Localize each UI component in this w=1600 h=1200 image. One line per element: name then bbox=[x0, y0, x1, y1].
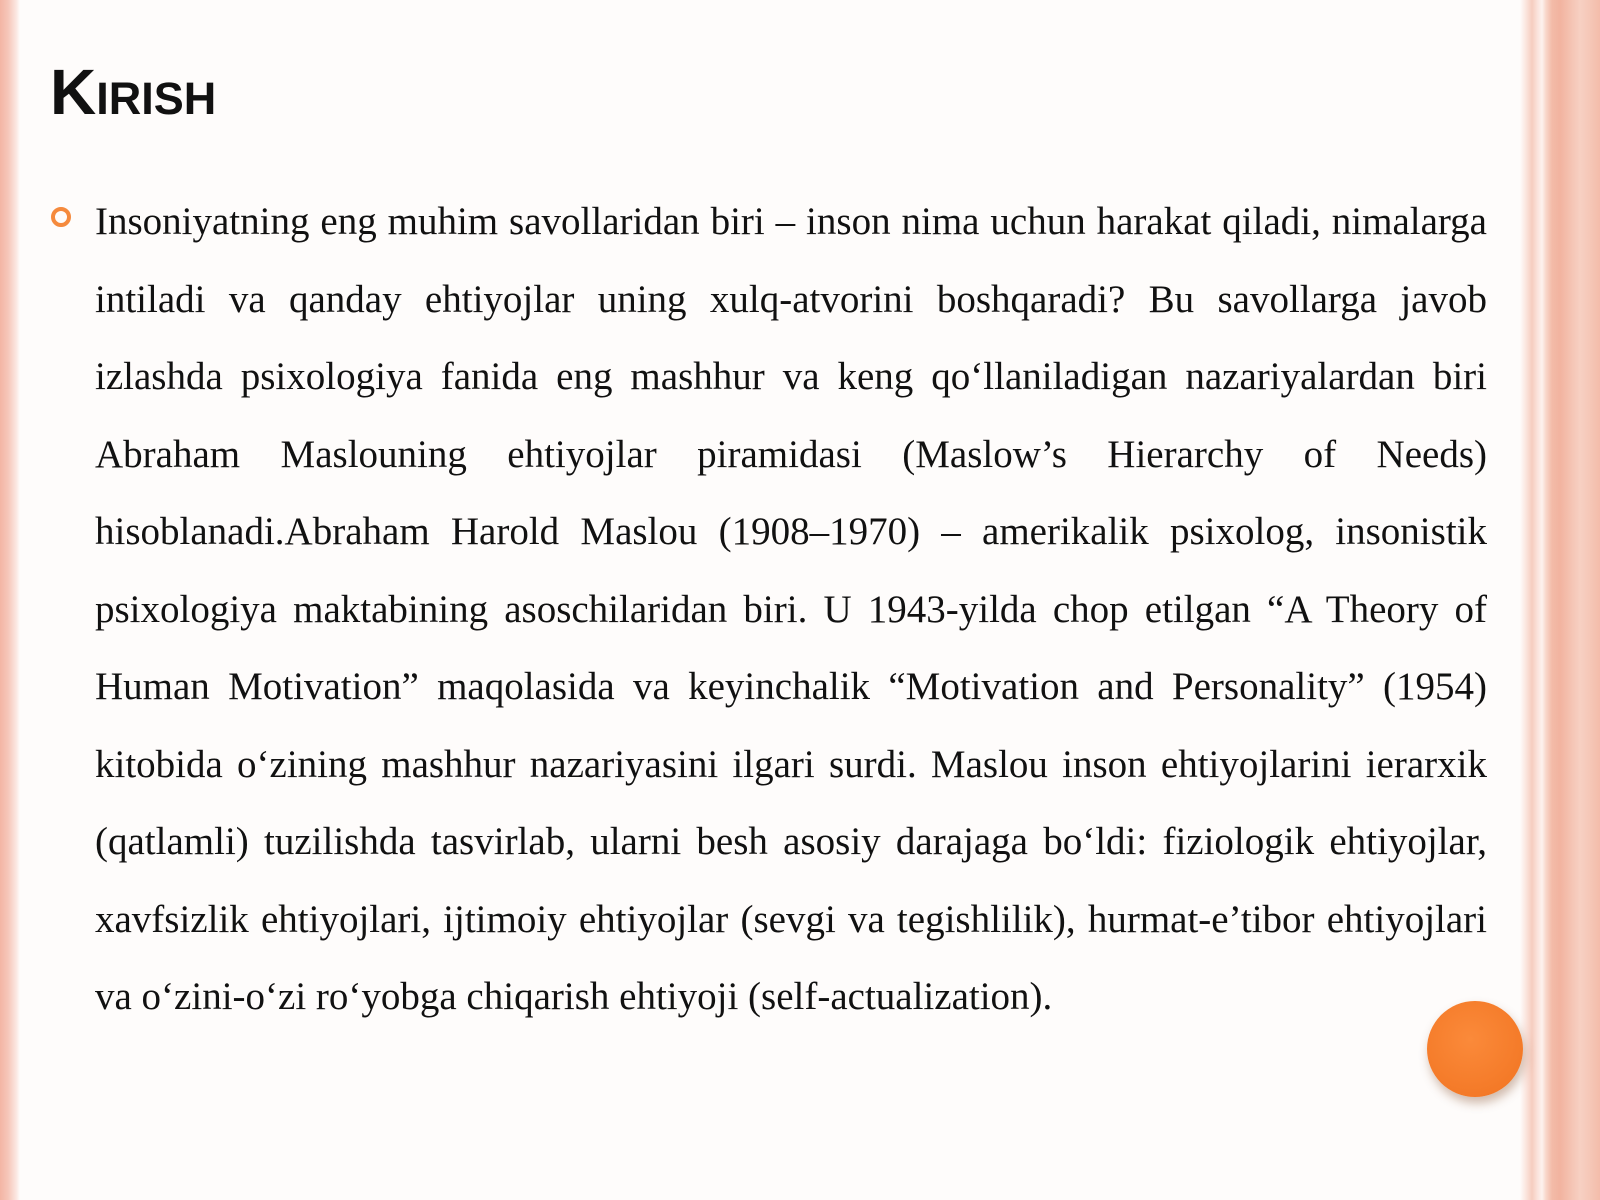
orange-circle-decoration bbox=[1427, 1001, 1523, 1097]
right-decorative-stripes bbox=[1520, 0, 1600, 1200]
slide-title: Kirish bbox=[50, 56, 217, 128]
left-decorative-stripe bbox=[0, 0, 20, 1200]
ring-bullet-icon bbox=[51, 207, 71, 227]
slide-body-paragraph: Insoniyatning eng muhim savollaridan biri – inson nima uchun harakat qiladi, nimalarga intiladi va qanday ehtiyojlar uning xulq-atvorini boshqaradi? Bu savollarga javob izlashda psixologiya fanida eng mashhur va keng qo‘llaniladigan nazariyalardan biri Abraham Maslouning ehtiyojlar piramidasi (Maslow’s Hierarchy of Needs) hisoblanadi.Abraham Harold Maslou (1908–1970) – amerikalik psixolog, insonistik psixologiya maktabining asoschilaridan biri. U 1943-yilda chop etilgan “A Theory of Human Motivation” maqolasida va keyinchalik “Motivation and Personality” (1954) kitobida o‘zining mashhur nazariyasini ilgari surdi. Maslou inson ehtiyojlarini ierarxik (qatlamli) tuzilishda tasvirlab, ularni besh asosiy darajaga bo‘ldi: fiziologik ehtiyojlar, xavfsizlik ehtiyojlari, ijtimoiy ehtiyojlar (sevgi va tegishlilik), hurmat-e’tibor ehtiyojlari va o‘zini-o‘zi ro‘yobga chiqarish ehtiyoji (self-actualization). bbox=[95, 200, 1487, 1018]
